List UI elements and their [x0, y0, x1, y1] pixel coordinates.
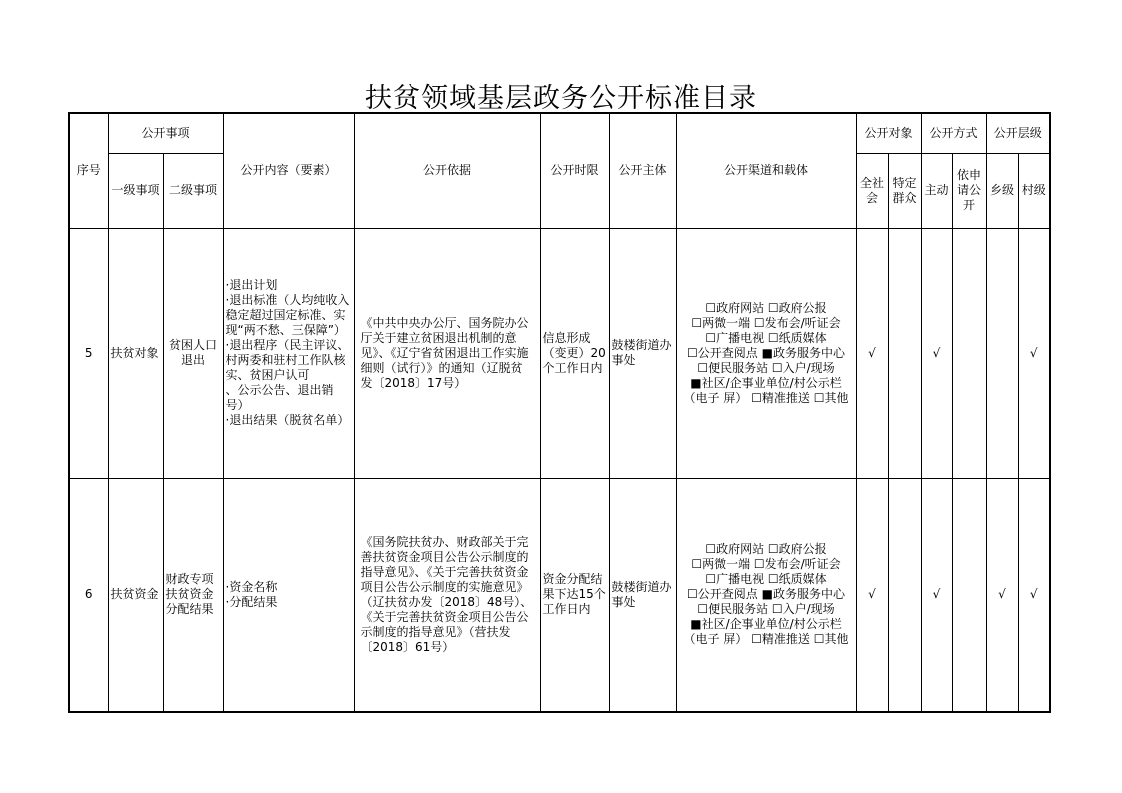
- content-item: 、公示公告、退出销号）: [225, 383, 334, 412]
- check-method-apply: [952, 478, 986, 712]
- channel-line: ☐政府网站 ☐政府公报: [705, 300, 827, 315]
- row-basis: 《中共中央办公厅、国务院办公厅关于建立贫困退出机制的意见》、《辽宁省贫困退出工作实施细则（试行）》的通知（辽脱贫发〔2018〕17号）: [354, 228, 540, 478]
- row-subject: 鼓楼街道办事处: [609, 478, 676, 712]
- content-item: ·退出结果（脱贫名单）: [225, 413, 350, 427]
- channel-line: ■社区/企事业单位/村公示栏（电子 屏） ☐精准推送 ☐其他: [683, 375, 849, 405]
- header-level-township: 乡级: [986, 153, 1018, 228]
- row-subject: 鼓楼街道办事处: [609, 228, 676, 478]
- content-item: ·退出程序（民主评议、村两委和驻村工作队核实、贫困户认可: [225, 338, 350, 382]
- channel-line: ☐政府网站 ☐政府公报: [705, 542, 827, 557]
- row-level2: 财政专项扶贫资金分配结果: [163, 478, 223, 712]
- header-target-specific: 特定群众: [888, 153, 921, 228]
- channel-line: ☐便民服务站 ☐入户/现场: [697, 360, 835, 375]
- header-level2: 二级事项: [163, 153, 223, 228]
- check-level-village: √: [1018, 228, 1050, 478]
- row-basis: 《国务院扶贫办、财政部关于完善扶贫资金项目公告公示制度的指导意见》、《关于完善扶贫资金项目公告公示制度的实施意见》（辽扶贫办发〔2018〕48号）、《关于完善扶贫资金项目公告公示制度的指导意见》（营扶发〔2018〕61号）: [354, 478, 540, 712]
- check-method-active: √: [921, 478, 952, 712]
- row-channels: [676, 228, 856, 478]
- check-target-specific: [888, 228, 921, 478]
- header-target: 公开对象: [856, 113, 921, 153]
- row-level2: 贫困人口退出: [163, 228, 223, 478]
- table-row: [69, 228, 1050, 478]
- header-target-all: 全社会: [856, 153, 888, 228]
- row-seq: 5: [69, 228, 108, 478]
- header-level: 公开层级: [986, 113, 1050, 153]
- header-level1: 一级事项: [108, 153, 163, 228]
- header-row-1: [69, 113, 1050, 153]
- channel-line: ☐广播电视 ☐纸质媒体: [705, 572, 827, 587]
- header-time-limit: 公开时限: [540, 113, 609, 228]
- row-content: [223, 228, 354, 478]
- header-matters: 公开事项: [108, 113, 223, 153]
- channel-line: ☐便民服务站 ☐入户/现场: [697, 602, 835, 617]
- row-level1: 扶贫资金: [108, 478, 163, 712]
- check-target-all: √: [856, 228, 888, 478]
- row-time-limit: 资金分配结果下达15个工作日内: [540, 478, 609, 712]
- check-level-township: √: [986, 478, 1018, 712]
- row-time-limit: 信息形成（变更）20个工作日内: [540, 228, 609, 478]
- header-method-active: 主动: [921, 153, 952, 228]
- check-target-specific: [888, 478, 921, 712]
- check-level-village: √: [1018, 478, 1050, 712]
- check-method-apply: [952, 228, 986, 478]
- row-content: [223, 478, 354, 712]
- channel-line: ☐两微一端 ☐发布会/听证会: [691, 557, 841, 572]
- content-item: ·资金名称: [225, 579, 278, 594]
- row-seq: 6: [69, 478, 108, 712]
- header-basis: 公开依据: [354, 113, 540, 228]
- row-channels: [676, 478, 856, 712]
- channel-line: ■社区/企事业单位/村公示栏（电子 屏） ☐精准推送 ☐其他: [683, 617, 849, 647]
- header-seq: 序号: [69, 113, 108, 228]
- header-content: 公开内容（要素）: [223, 113, 354, 228]
- header-method: 公开方式: [921, 113, 986, 153]
- channel-line: ☐公开查阅点 ■政务服务中心: [687, 345, 845, 360]
- header-method-apply: 依申请公开: [952, 153, 986, 228]
- check-level-township: [986, 228, 1018, 478]
- page-title: 扶贫领域基层政务公开标准目录: [365, 83, 757, 114]
- header-channels: 公开渠道和载体: [676, 113, 856, 228]
- channel-line: ☐广播电视 ☐纸质媒体: [705, 330, 827, 345]
- content-item: ·退出计划: [225, 278, 278, 292]
- table-row: [69, 478, 1050, 712]
- channel-line: ☐公开查阅点 ■政务服务中心: [687, 587, 845, 602]
- channel-line: ☐两微一端 ☐发布会/听证会: [691, 315, 841, 330]
- check-method-active: √: [921, 228, 952, 478]
- header-level-village: 村级: [1018, 153, 1050, 228]
- check-target-all: √: [856, 478, 888, 712]
- catalog-table: [68, 112, 1051, 713]
- content-item: ·退出标准（人均纯收入稳定超过国定标准、实现“两不愁、三保障”）: [225, 293, 350, 337]
- row-level1: 扶贫对象: [108, 228, 163, 478]
- content-item: ·分配结果: [225, 594, 278, 609]
- header-subject: 公开主体: [609, 113, 676, 228]
